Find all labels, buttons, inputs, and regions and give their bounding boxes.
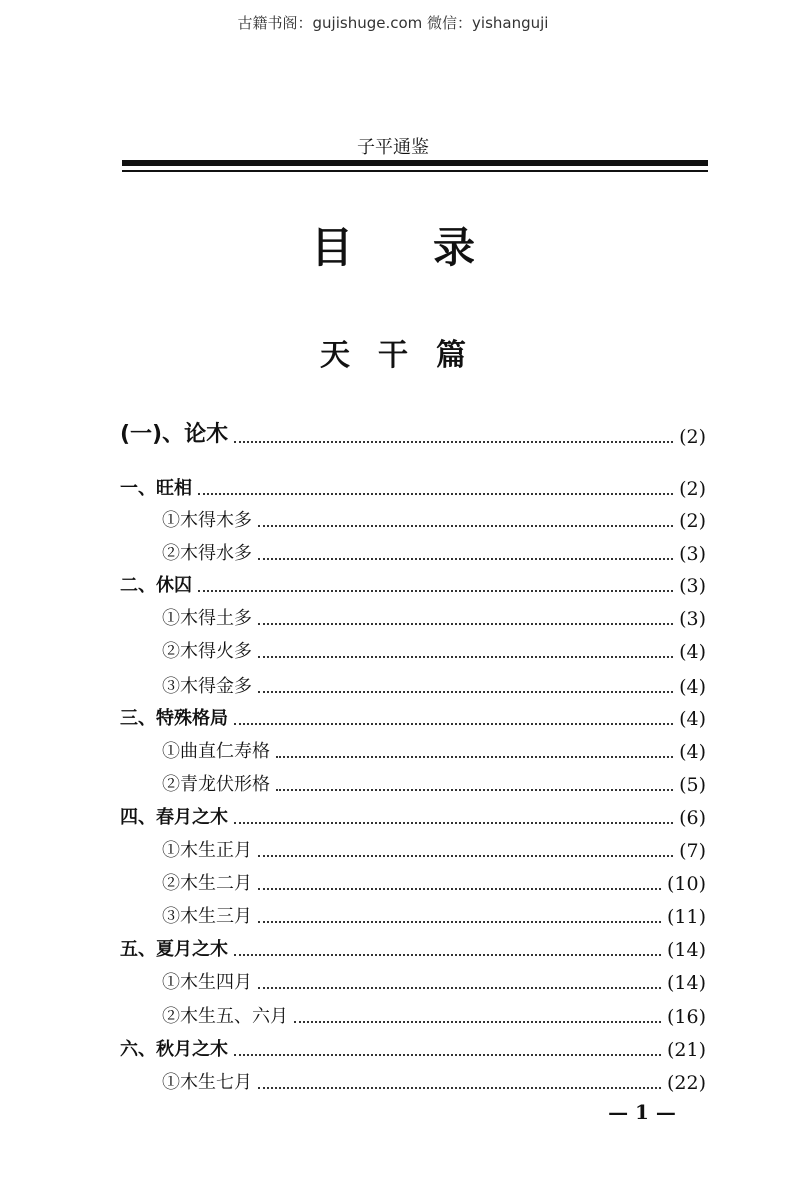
toc-entry-page: (3) [679,575,706,597]
toc-subentry [162,735,706,763]
dot-leader [258,557,673,560]
dot-leader [258,655,673,658]
toc-entry [120,801,706,829]
dot-leader [198,589,673,592]
toc-entry-page: (14) [666,972,706,994]
dot-leader [234,953,661,956]
toc-entry-page: (7) [679,840,706,862]
toc-entry-label: 二、休囚 [120,575,192,596]
toc-entry-page: (22) [666,1072,706,1094]
toc-subentry [162,768,706,796]
toc-entry-label: 六、秋月之木 [120,1039,228,1060]
toc-entry-label: ①木得木多 [162,510,252,531]
dot-leader [258,854,673,857]
running-head: 子平通鉴 [357,137,429,158]
dot-leader [234,440,673,443]
dot-leader [234,1053,661,1056]
toc-entry-label: ②木得火多 [162,641,252,662]
toc-entry-page: (6) [679,807,706,829]
dot-leader [294,1020,661,1023]
toc-subentry [162,602,706,630]
dot-leader [234,722,673,725]
toc-entry-page: (5) [679,774,706,796]
toc-entry-label: 一、旺相 [120,478,192,499]
toc-subentry [162,670,706,698]
toc-entry-page: (4) [679,676,706,698]
header-rule-thick [122,160,708,166]
dot-leader [276,755,673,758]
dot-leader [258,690,673,693]
toc-subentry [162,867,706,895]
toc-title: 目录 [310,223,555,272]
toc-entry-label: ②木生五、六月 [162,1006,288,1027]
page-number: — 1 — [608,1100,676,1124]
toc-entry [120,1033,706,1061]
toc-entry-label: ②木得水多 [162,543,252,564]
toc-entry-label: 三、特殊格局 [120,708,228,729]
toc-entry-label: (一)、论木 [120,422,229,447]
toc-entry-page: (4) [679,708,706,730]
toc-subentry [162,635,706,663]
dot-leader [276,788,673,791]
header-rule-thin [122,170,708,172]
toc-subentry [162,1000,706,1028]
dot-leader [258,986,661,989]
toc-entry-label: ②木生二月 [162,873,252,894]
watermark: 古籍书阁：gujishuge.com 微信：yishanguji [237,14,549,32]
toc-subentry [162,1066,706,1094]
dot-leader [258,920,661,923]
toc-entry-label: ①木生四月 [162,972,252,993]
toc-subentry [162,537,706,565]
toc-entry-page: (3) [679,543,706,565]
toc-entry-label: 四、春月之木 [120,807,228,828]
toc-entry-label: 五、夏月之木 [120,939,228,960]
toc-entry-label: ①曲直仁寿格 [162,741,270,762]
toc-entry-page: (21) [666,1039,706,1061]
dot-leader [258,622,673,625]
toc-entry [120,420,706,448]
toc-entry-page: (3) [679,608,706,630]
toc-entry-page: (4) [679,741,706,763]
dot-leader [258,524,673,527]
toc-entry-page: (2) [679,510,706,532]
toc-subentry [162,900,706,928]
toc-entry-page: (10) [666,873,706,895]
toc-entry [120,569,706,597]
toc-entry-page: (2) [679,426,706,448]
toc-entry-page: (4) [679,641,706,663]
toc-subentry [162,966,706,994]
toc-entry [120,702,706,730]
toc-entry-page: (16) [666,1006,706,1028]
dot-leader [198,492,673,495]
section-title: 天干篇 [320,338,494,373]
toc-entry [120,933,706,961]
toc-entry-label: ③木生三月 [162,906,252,927]
toc-entry [120,472,706,500]
dot-leader [258,887,661,890]
toc-entry-label: ③木得金多 [162,676,252,697]
dot-leader [258,1086,661,1089]
toc-entry-page: (11) [666,906,706,928]
dot-leader [234,821,673,824]
toc-entry-page: (14) [666,939,706,961]
toc-entry-label: ②青龙伏形格 [162,774,270,795]
toc-entry-label: ①木生七月 [162,1072,252,1093]
toc-entry-page: (2) [679,478,706,500]
toc-entry-label: ①木生正月 [162,840,252,861]
toc-entry-label: ①木得土多 [162,608,252,629]
toc-subentry [162,504,706,532]
toc-subentry [162,834,706,862]
